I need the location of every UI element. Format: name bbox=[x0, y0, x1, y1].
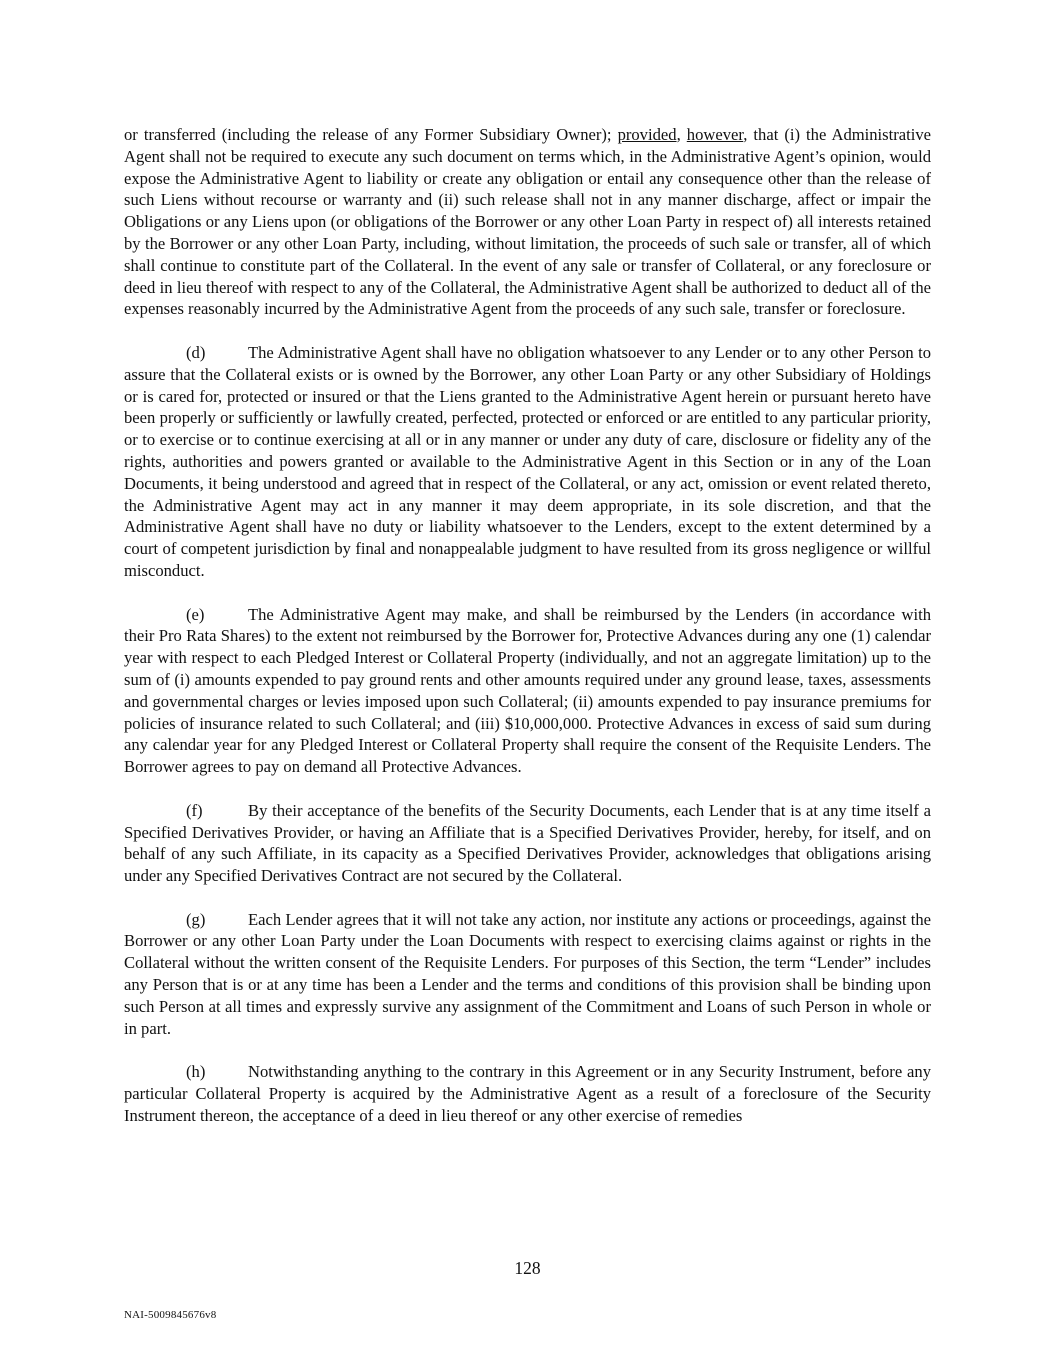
paragraph-g-text: Each Lender agrees that it will not take any action, nor institute any actions or proceedings, against the Borrower or any other Loan Party under the Loan Documents with respect to exercising claims against or rights in the Collateral without the written consent of the Requisite Lenders. For purposes of this Section, the term “Lender” includes any Person that is or at any time has been a Lender and the terms and conditions of this provision shall be binding upon such Person at all times and expressly survive any assignment of the Commitment and Loans of such Person in whole or in part. bbox=[124, 909, 931, 1038]
paragraph-e-text: The Administrative Agent may make, and shall be reimbursed by the Lenders (in accordance with their Pro Rata Shares) to the extent not reimbursed by the Borrower for, Protective Advances during any one (1) calendar year with respect to each Pledged Interest or Collateral Property (individually, and not an aggregate limitation) up to the sum of (i) amounts expended to pay ground rents and other amounts required under any ground lease, taxes, assessments and governmental charges or levies imposed upon such Collateral; (ii) amounts expended to pay insurance premiums for policies of insurance related to such Collateral; and (iii) $10,000,000. Protective Advances in excess of said sum during any calendar year for any Pledged Interest or Collateral Property shall require the consent of the Requisite Lenders. The Borrower agrees to pay on demand all Protective Advances. bbox=[124, 604, 931, 777]
however-term: however bbox=[686, 125, 744, 144]
paragraph-c-continued bbox=[124, 124, 931, 320]
document-id: NAI-5009845676v8 bbox=[124, 1309, 217, 1321]
document-body bbox=[124, 124, 931, 1148]
paragraph-d bbox=[124, 342, 931, 582]
paragraph-c-text-1: or transferred (including the release of any Former Subsidiary Owner); bbox=[124, 125, 618, 144]
paragraph-g-label: (g) bbox=[186, 909, 206, 929]
provided-term: provided bbox=[617, 125, 677, 144]
paragraph-f-label: (f) bbox=[186, 800, 203, 820]
paragraph-e-label: (e) bbox=[186, 604, 205, 624]
paragraph-c-text-3: , that (i) the Administrative Agent shall not be required to execute any such document on terms which, in the Administrative Agent’s opinion, would expose the Administrative Agent to liability or create any obligation or entail any consequence other than the release of such Liens without recourse or warranty and (ii) such release shall not in any manner discharge, affect or impair the Obligations or any Liens upon (or obligations of the Borrower or any other Loan Party in respect of) all interests retained by the Borrower or any other Loan Party, including, without limitation, the proceeds of such sale or transfer, all of which shall continue to constitute part of the Collateral. In the event of any sale or transfer of Collateral, or any foreclosure or deed in lieu thereof with respect to any of the Collateral, the Administrative Agent shall be authorized to deduct all of the expenses reasonably incurred by the Administrative Agent from the proceeds of any such sale, transfer or foreclosure. bbox=[124, 125, 932, 319]
paragraph-g bbox=[124, 909, 931, 1040]
paragraph-f bbox=[124, 800, 931, 887]
paragraph-c-text-2: , bbox=[676, 125, 687, 144]
page-number: 128 bbox=[514, 1258, 541, 1278]
paragraph-f-text: By their acceptance of the benefits of the Security Documents, each Lender that is at any time itself a Specified Derivatives Provider, or having an Affiliate that is a Specified Derivatives Provider, hereby, for itself, and on behalf of any such Affiliate, in its capacity as a Specified Derivatives Provider, acknowledges that obligations arising under any Specified Derivatives Contract are not secured by the Collateral. bbox=[124, 800, 931, 886]
paragraph-h-label: (h) bbox=[186, 1062, 206, 1082]
paragraph-e bbox=[124, 604, 931, 778]
paragraph-h-text: Notwithstanding anything to the contrary in this Agreement or in any Security Instrument, before any particular Collateral Property is acquired by the Administrative Agent as a result of a foreclosure of the Security Instrument thereon, the acceptance of a deed in lieu thereof or any other exercise of remedies bbox=[124, 1062, 931, 1125]
paragraph-h bbox=[124, 1061, 931, 1126]
paragraph-d-label: (d) bbox=[186, 342, 206, 362]
paragraph-d-text: The Administrative Agent shall have no obligation whatsoever to any Lender or to any other Person to assure that the Collateral exists or is owned by the Borrower, any other Loan Party or any other Subsidiary of Holdings or is cared for, protected or insured or that the Liens granted to the Administrative Agent herein or pursuant hereto have been properly or sufficiently or lawfully created, perfected, protected or enforced or are entitled to any particular priority, or to exercise or to continue exercising at all or in any manner or under any duty of care, disclosure or fidelity any of the rights, authorities and powers granted or available to the Administrative Agent in this Section or in any of the Loan Documents, it being understood and agreed that in respect of the Collateral, or any act, omission or event related thereto, the Administrative Agent may act in any manner it may deem appropriate, in its sole discretion, and that the Administrative Agent shall have no duty or liability whatsoever to the Lenders, except to the extent determined by a court of competent jurisdiction by final and nonappealable judgment to have resulted from its gross negligence or willful misconduct. bbox=[124, 342, 931, 580]
